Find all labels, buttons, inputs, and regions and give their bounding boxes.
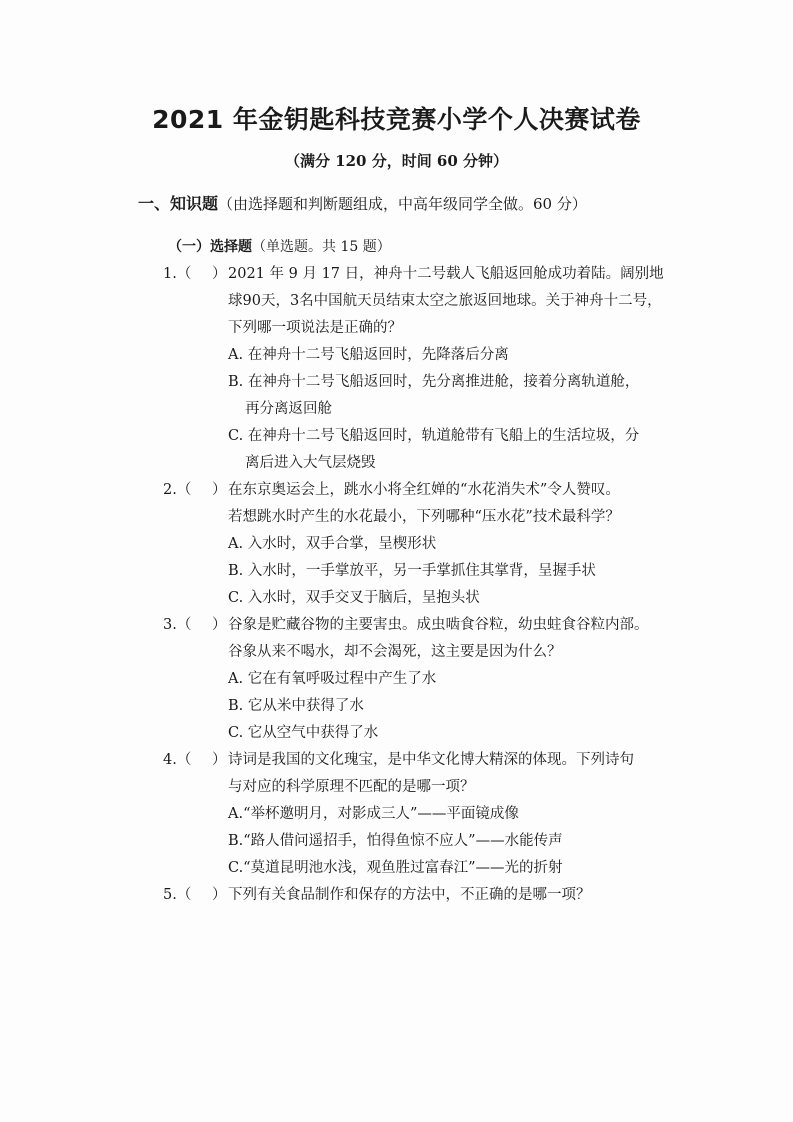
answer-paren: ） — [212, 752, 227, 768]
option-a: A. 在神舟十二号飞船返回时，先降落后分离 — [228, 347, 509, 363]
exam-subtitle: （满分 120 分，时间 60 分钟） — [284, 152, 509, 170]
question-text: 2021 年 9 月 17 日，神舟十二号载人飞船返回舱成功着陆。阔别地 — [228, 266, 664, 282]
question-number: 4.（ — [163, 752, 192, 768]
question-number: 3.（ — [163, 617, 192, 633]
option-a: A. 它在有氧呼吸过程中产生了水 — [228, 671, 437, 687]
section-title: 一、知识题 — [138, 194, 219, 213]
answer-paren: ） — [212, 482, 227, 498]
subsection-title: （一）选择题 — [168, 239, 252, 255]
option-c: C. 入水时，双手交叉于脑后，呈抱头状 — [228, 590, 480, 606]
section-heading — [138, 191, 587, 214]
option-c: C.“莫道昆明池水浅，观鱼胜过富春江”——光的折射 — [228, 860, 563, 876]
subsection-note: （单选题。共 15 题） — [252, 239, 391, 255]
question-text: 谷象从来不喝水，却不会渴死，这主要是因为什么？ — [228, 644, 562, 660]
option-b: B. 在神舟十二号飞船返回时，先分离推进舱，接着分离轨道舱， — [228, 374, 640, 390]
question-number: 1.（ — [163, 266, 192, 282]
option-a: A.“举杯邀明月，对影成三人”——平面镜成像 — [228, 806, 519, 822]
option-b-cont: 再分离返回舱 — [245, 401, 332, 417]
question-text: 球90天，3名中国航天员结束太空之旅返回地球。关于神舟十二号， — [228, 293, 662, 309]
question-text: 谷象是贮藏谷物的主要害虫。成虫啮食谷粒，幼虫蛀食谷粒内部。 — [228, 617, 649, 633]
answer-paren: ） — [212, 617, 227, 633]
option-c: C. 它从空气中获得了水 — [228, 725, 379, 741]
section-note: （由选择题和判断题组成，中高年级同学全做。60 分） — [218, 195, 587, 213]
question-text: 下列哪一项说法是正确的？ — [228, 320, 402, 336]
question-text: 诗词是我国的文化瑰宝，是中华文化博大精深的体现。下列诗句 — [228, 752, 634, 768]
subsection-heading — [168, 236, 391, 256]
question-number: 5.（ — [163, 887, 192, 903]
option-b: B.“路人借问遥招手，怕得鱼惊不应人”——水能传声 — [228, 833, 563, 849]
option-a: A. 入水时，双手合掌，呈楔形状 — [228, 536, 437, 552]
question-text: 下列有关食品制作和保存的方法中，不正确的是哪一项？ — [228, 887, 591, 903]
option-c: C. 在神舟十二号飞船返回时，轨道舱带有飞船上的生活垃圾，分 — [228, 428, 640, 444]
option-c-cont: 离后进入大气层烧毁 — [245, 455, 376, 471]
answer-paren: ） — [212, 266, 227, 282]
option-b: B. 入水时，一手掌放平，另一手掌抓住其掌背，呈握手状 — [228, 563, 596, 579]
question-text: 在东京奥运会上，跳水小将全红婵的“水花消失术”令人赞叹。 — [228, 482, 620, 498]
question-number: 2.（ — [163, 482, 192, 498]
exam-title: 2021 年金钥匙科技竞赛小学个人决赛试卷 — [152, 105, 641, 134]
option-b: B. 它从米中获得了水 — [228, 698, 364, 714]
question-text: 若想跳水时产生的水花最小，下列哪种“压水花”技术最科学？ — [228, 509, 620, 525]
question-text: 与对应的科学原理不匹配的是哪一项？ — [228, 779, 475, 795]
answer-paren: ） — [212, 887, 227, 903]
